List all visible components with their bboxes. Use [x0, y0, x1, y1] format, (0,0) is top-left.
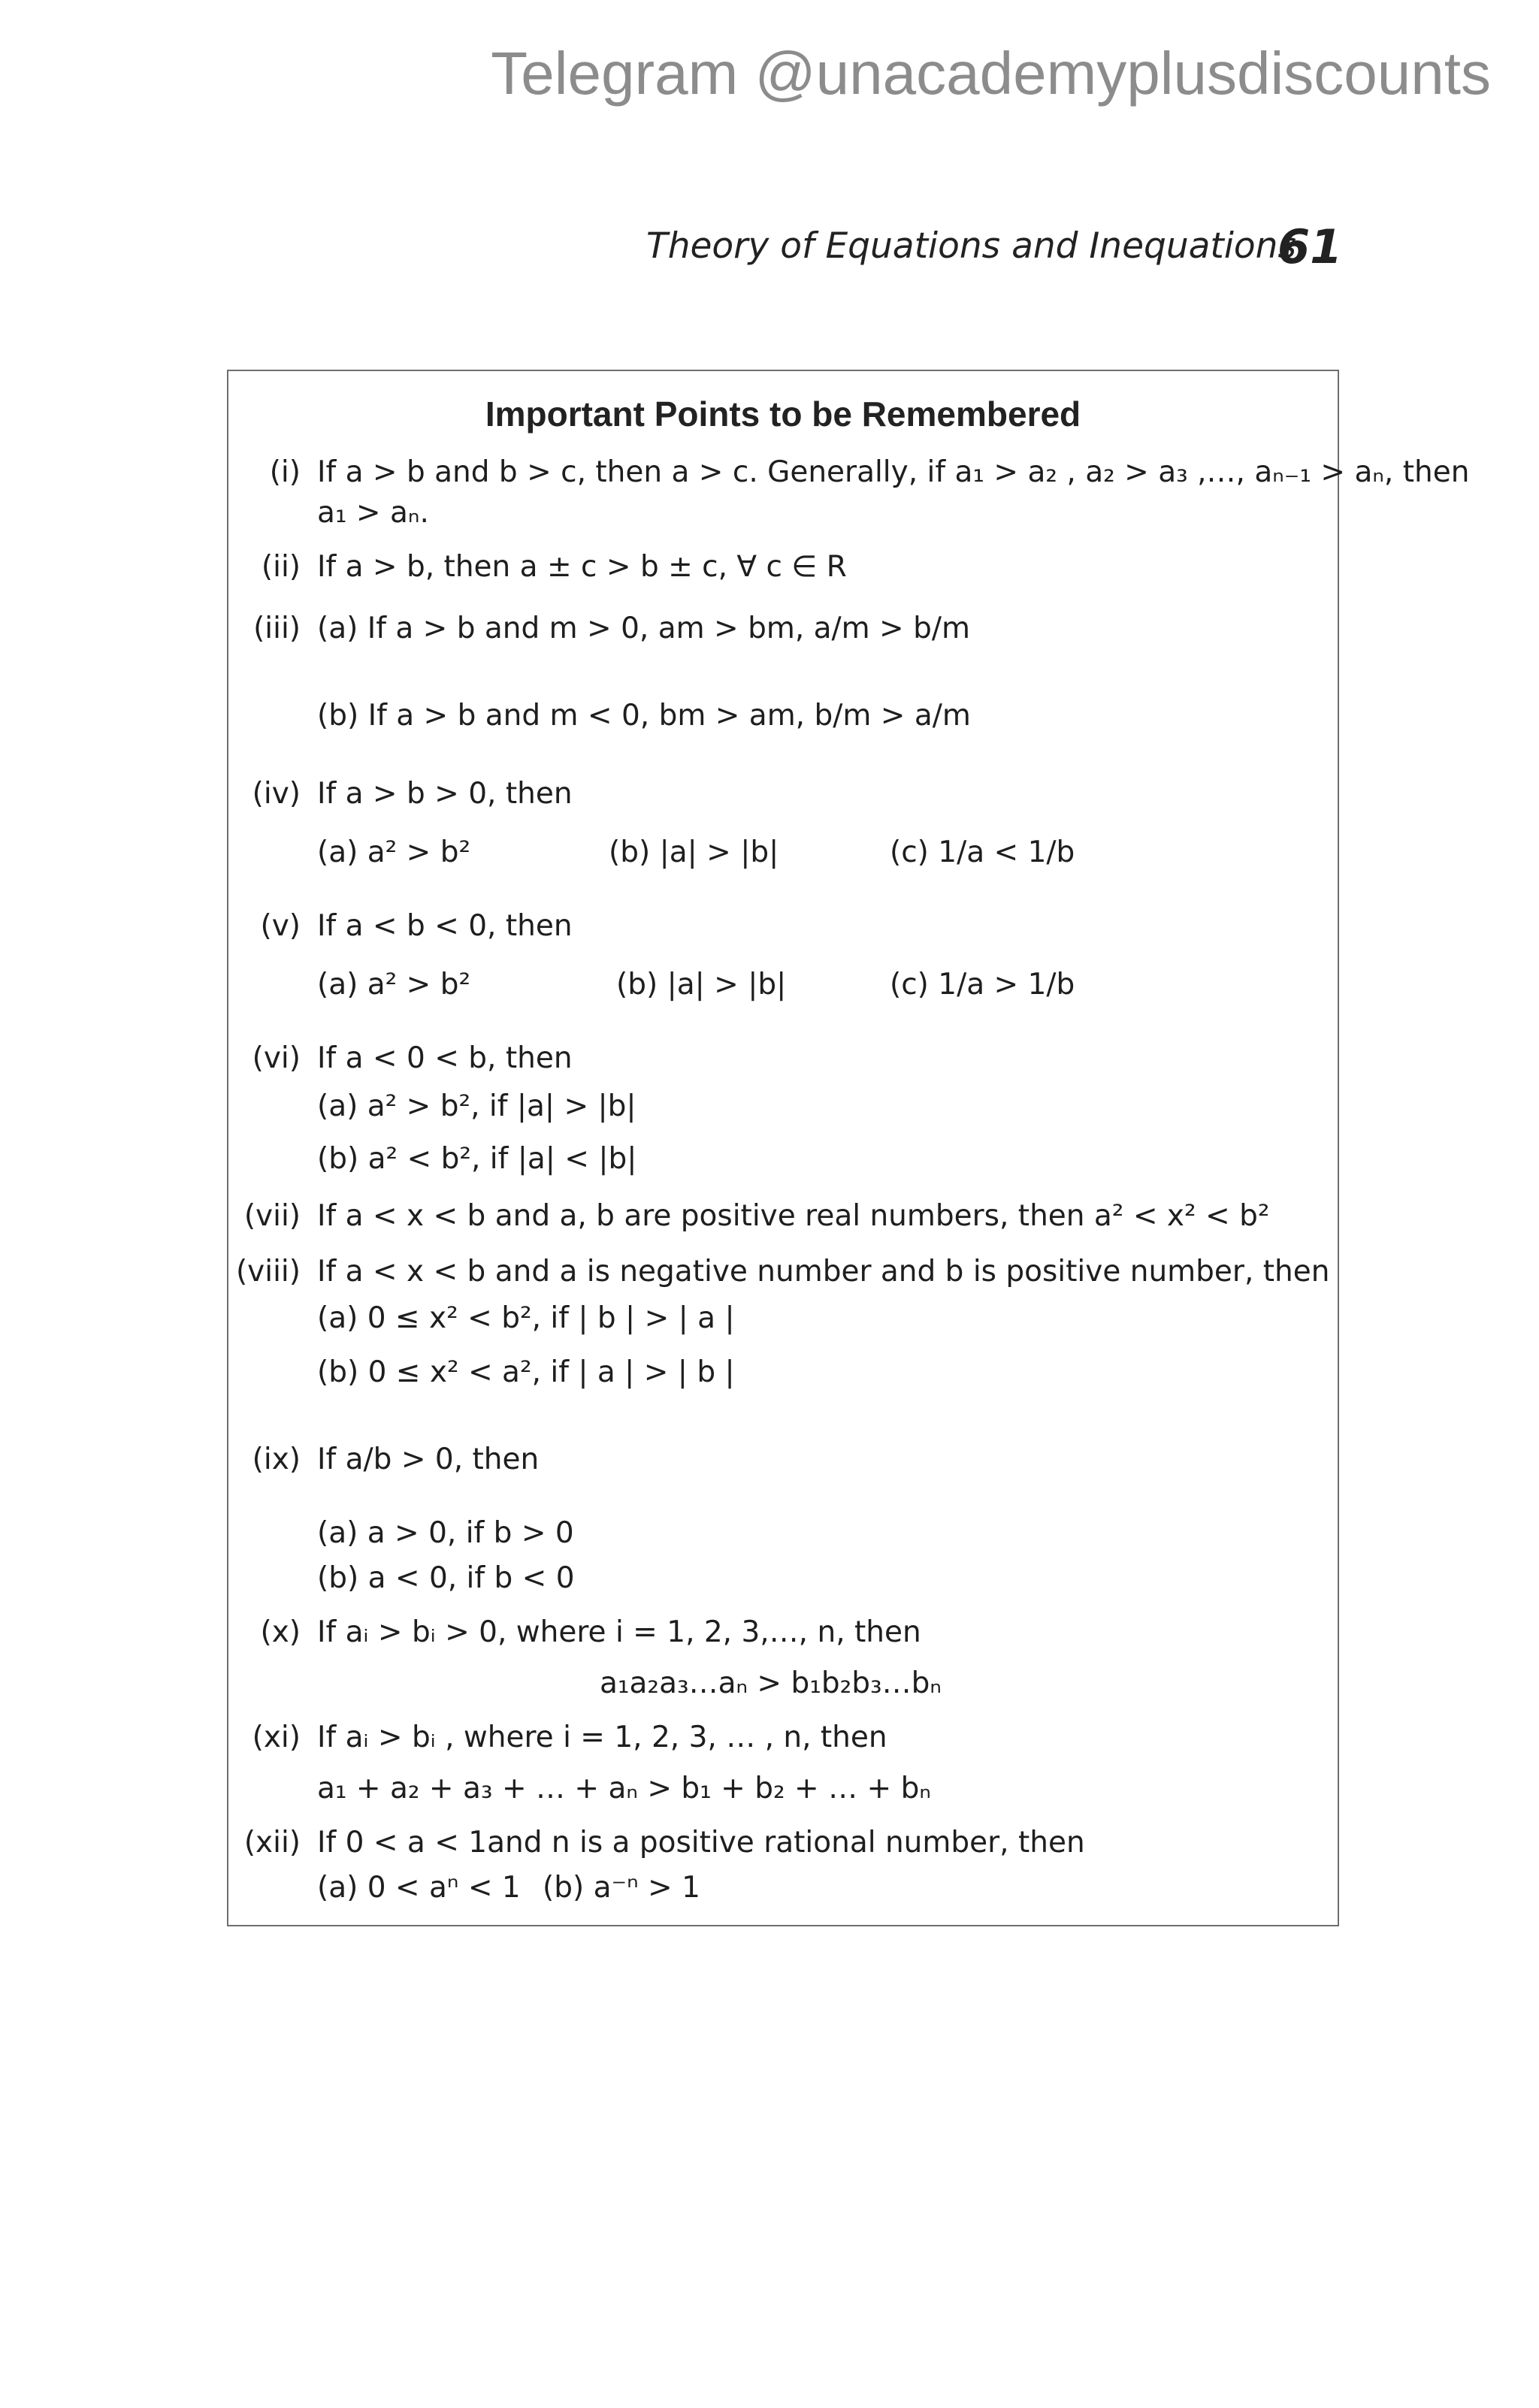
page-number: 61: [1277, 219, 1343, 274]
watermark: Telegram @unacademyplusdiscounts: [491, 40, 1491, 107]
point-line: a₁ + a₂ + a₃ + … + aₙ > b₁ + b₂ + … + bₙ: [317, 1772, 931, 1805]
point-line: If a < 0 < b, then: [317, 1041, 573, 1075]
option-a: (a) a² > b²: [317, 835, 471, 869]
point-line: (a) If a > b and m > 0, am > bm, a/m > b/m: [317, 612, 971, 645]
point-line: (b) a < 0, if b < 0: [317, 1561, 575, 1595]
point-number: (iii): [253, 612, 301, 645]
point-number: (viii): [235, 1255, 301, 1289]
point-number: (ii): [261, 550, 301, 584]
point-number: (i): [269, 455, 301, 489]
point-line: If a < b < 0, then: [317, 909, 573, 943]
point-line: If a > b > 0, then: [317, 777, 573, 811]
point-line: If a > b and b > c, then a > c. Generally, if a₁ > a₂ , a₂ > a₃ ,…, aₙ₋₁ > aₙ, then: [317, 455, 1470, 489]
point-line: (a) a > 0, if b > 0: [317, 1516, 574, 1550]
point-number: (vii): [243, 1199, 301, 1233]
point-line: a₁ > aₙ.: [317, 496, 429, 530]
point-line: If a/b > 0, then: [317, 1443, 540, 1476]
point-line: If aᵢ > bᵢ , where i = 1, 2, 3, … , n, then: [317, 1721, 887, 1754]
point-number: (v): [260, 909, 301, 943]
point-number: (ix): [252, 1443, 301, 1476]
point-line: (a) 0 ≤ x² < b², if | b | > | a |: [317, 1301, 735, 1335]
point-line: If aᵢ > bᵢ > 0, where i = 1, 2, 3,…, n, then: [317, 1615, 921, 1649]
option-a: (a) a² > b²: [317, 968, 471, 1002]
option-b: (b) |a| > |b|: [616, 968, 787, 1002]
important-points-box: [227, 370, 1470, 1926]
point-line: (a) a² > b², if |a| > |b|: [317, 1089, 636, 1123]
point-number: (xi): [252, 1721, 301, 1754]
box-title: Important Points to be Remembered: [485, 394, 1081, 434]
point-line: If a < x < b and a is negative number and b is positive number, then: [317, 1255, 1330, 1289]
option-c: (c) 1/a < 1/b: [890, 835, 1075, 869]
point-line: If 0 < a < 1and n is a positive rational number, then: [317, 1826, 1085, 1860]
point-number: (vi): [252, 1041, 301, 1075]
running-header: Theory of Equations and Inequations: [646, 225, 1296, 267]
point-line: If a < x < b and a, b are positive real numbers, then a² < x² < b²: [317, 1199, 1270, 1233]
point-number: (xii): [243, 1826, 301, 1860]
option-b: (b) |a| > |b|: [609, 835, 779, 869]
point-number: (iv): [252, 777, 301, 811]
point-line: (b) If a > b and m < 0, bm > am, b/m > a/m: [317, 699, 971, 733]
point-line: (b) a² < b², if |a| < |b|: [317, 1142, 637, 1176]
option-c: (c) 1/a > 1/b: [890, 968, 1075, 1002]
option-a: (a) 0 < aⁿ < 1: [317, 1871, 521, 1905]
point-number: (x): [260, 1615, 301, 1649]
point-line: (b) 0 ≤ x² < a², if | a | > | b |: [317, 1355, 735, 1389]
option-b: (b) a⁻ⁿ > 1: [543, 1871, 700, 1905]
point-line: If a > b, then a ± c > b ± c, ∀ c ∈ R: [317, 550, 847, 584]
point-line: a₁a₂a₃…aₙ > b₁b₂b₃…bₙ: [600, 1666, 942, 1700]
